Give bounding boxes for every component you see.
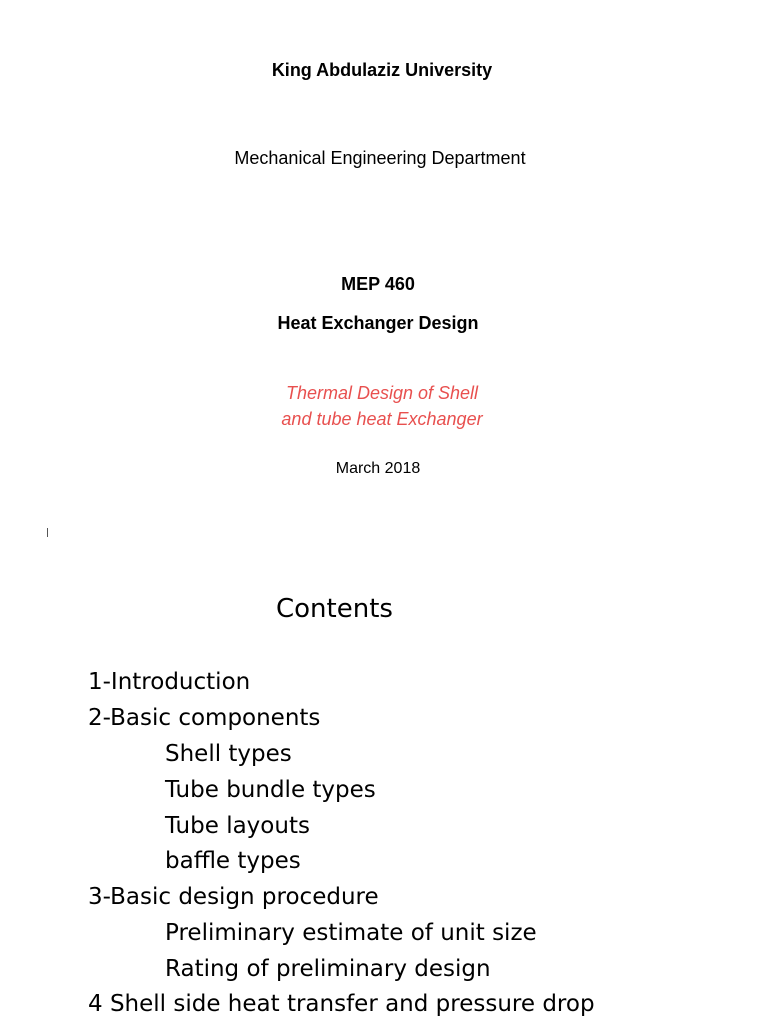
toc-item: 3-Basic design procedure [88, 884, 379, 910]
toc-item: Rating of preliminary design [165, 956, 491, 982]
toc-item: 2-Basic components [88, 705, 321, 731]
course-code: MEP 460 [341, 274, 415, 294]
toc-item: baffle types [165, 848, 301, 874]
department-name: Mechanical Engineering Department [234, 148, 526, 168]
toc-item: Tube layouts [165, 813, 310, 839]
document-date: March 2018 [335, 460, 421, 477]
course-name: Heat Exchanger Design [277, 313, 479, 333]
toc-item: Preliminary estimate of unit size [165, 920, 537, 946]
document-subtitle-line-1: Thermal Design of Shell [285, 383, 479, 403]
stray-mark [47, 528, 48, 537]
university-name: King Abdulaziz University [271, 60, 493, 80]
contents-heading: Contents [276, 594, 393, 624]
toc-item: Tube bundle types [165, 777, 376, 803]
toc-item: 1-Introduction [88, 669, 251, 695]
toc-item: Shell types [165, 741, 292, 767]
toc-item: 4 Shell side heat transfer and pressure drop [88, 991, 595, 1017]
document-subtitle-line-2: and tube heat Exchanger [281, 409, 483, 429]
